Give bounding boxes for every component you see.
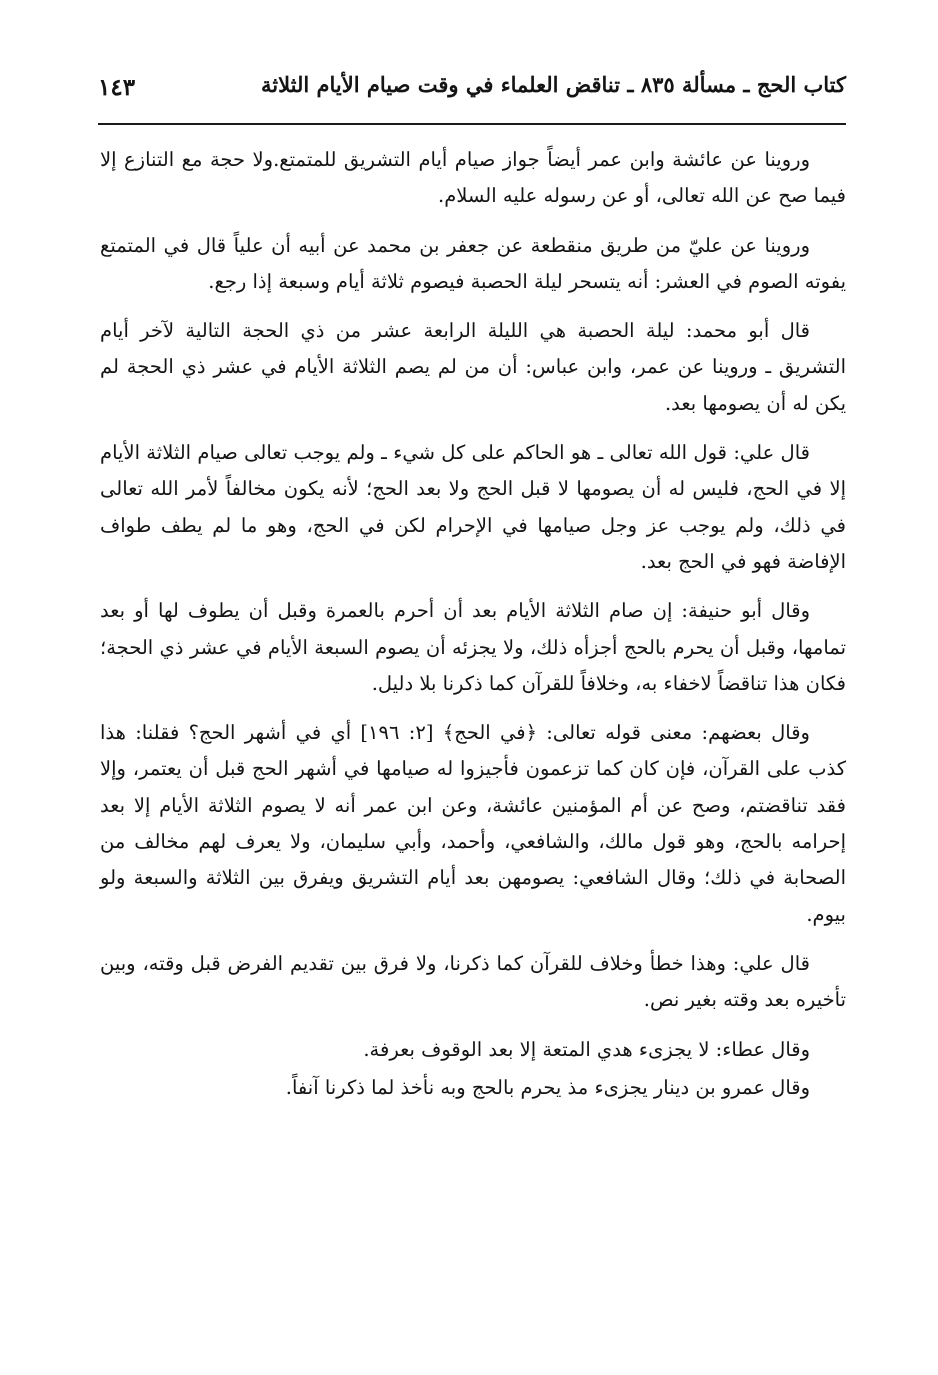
body-text: [100, 142, 846, 1108]
header-title: كتاب الحج ـ مسألة ٨٣٥ ـ تناقض العلماء في وقت صيام الأيام الثلاثة: [260, 72, 846, 97]
paragraph: وروينا عن عائشة وابن عمر أيضاً جواز صيام أيام التشريق للمتمتع.ولا حجة مع التنازع إلا فيما صح عن الله تعالى، أو عن رسوله عليه السلام.: [100, 148, 846, 208]
paragraph: وقال بعضهم: معنى قوله تعالى: ﴿في الحج﴾ [٢: ١٩٦] أي في أشهر الحج؟ فقلنا: هذا كذب على القرآن، فإن كان كما تزعمون فأجيزوا له صيامها في أشهر الحج قبل أن يعتمر، وإلا فقد تناقضتم، وصح عن أم المؤمنين عائشة، وعن ابن عمر أنه لا يصوم الثلاثة الأيام إلا بعد إحرامه بالحج، وهو قول مالك، والشافعي، وأحمد، وأبي سليمان، ولا يعرف لهم مخالف من الصحابة في ذلك؛ وقال الشافعي: يصومهن بعد أيام التشريق ويفرق بين الثلاثة والسبعة ولو بيوم.: [100, 721, 846, 926]
paragraph: وقال عمرو بن دينار يجزىء مذ يحرم بالحج وبه نأخذ لما ذكرنا آنفاً.: [285, 1075, 810, 1099]
paragraph: قال علي: وهذا خطأ وخلاف للقرآن كما ذكرنا، ولا فرق بين تقديم الفرض قبل وقته، وبين تأخيره بعد وقته بغير نص.: [100, 951, 846, 1012]
paragraph: قال علي: قول الله تعالى ـ هو الحاكم على كل شيء ـ ولم يوجب تعالى صيام الثلاثة الأيام إلا في الحج، فليس له أن يصومها لا قبل الحج ولا بعد الحج؛ لأنه يكون مخالفاً لأمر الله تعالى في ذلك، ولم يوجب عز وجل صيامها في الإحرام لكن في الحج، وهو ما لم يطف طواف الإفاضة فهو في الحج بعد.: [100, 441, 846, 573]
header-rule: [98, 123, 846, 125]
page-number: ١٤٣: [98, 74, 136, 101]
paragraph: وقال عطاء: لا يجزىء هدي المتعة إلا بعد الوقوف بعرفة.: [363, 1037, 810, 1061]
running-header: [98, 68, 846, 114]
paragraph: وقال أبو حنيفة: إن صام الثلاثة الأيام بعد أن أحرم بالعمرة وقبل أن يطوف لها أو بعد تمامها، وقبل أن يحرم بالحج أجزأه ذلك، ولا يجزئه أن يصوم السبعة الأيام في عشر ذي الحجة؛ فكان هذا تناقضاً لاخفاء به، وخلافاً للقرآن كما ذكرنا بلا دليل.: [100, 599, 846, 695]
paragraph: وروينا عن عليّ من طريق منقطعة عن جعفر بن محمد عن أبيه أن علياً قال في المتمتع يفوته الصوم في العشر: أنه يتسحر ليلة الحصبة فيصوم ثلاثة أيام وسبعة إذا رجع.: [100, 233, 846, 293]
paragraph: قال أبو محمد: ليلة الحصبة هي الليلة الرابعة عشر من ذي الحجة التالية لآخر أيام التشريق ـ وروينا عن عمر، وابن عباس: أن من لم يصم الثلاثة الأيام في عشر ذي الحجة لم يكن له أن يصومها بعد.: [100, 319, 846, 415]
